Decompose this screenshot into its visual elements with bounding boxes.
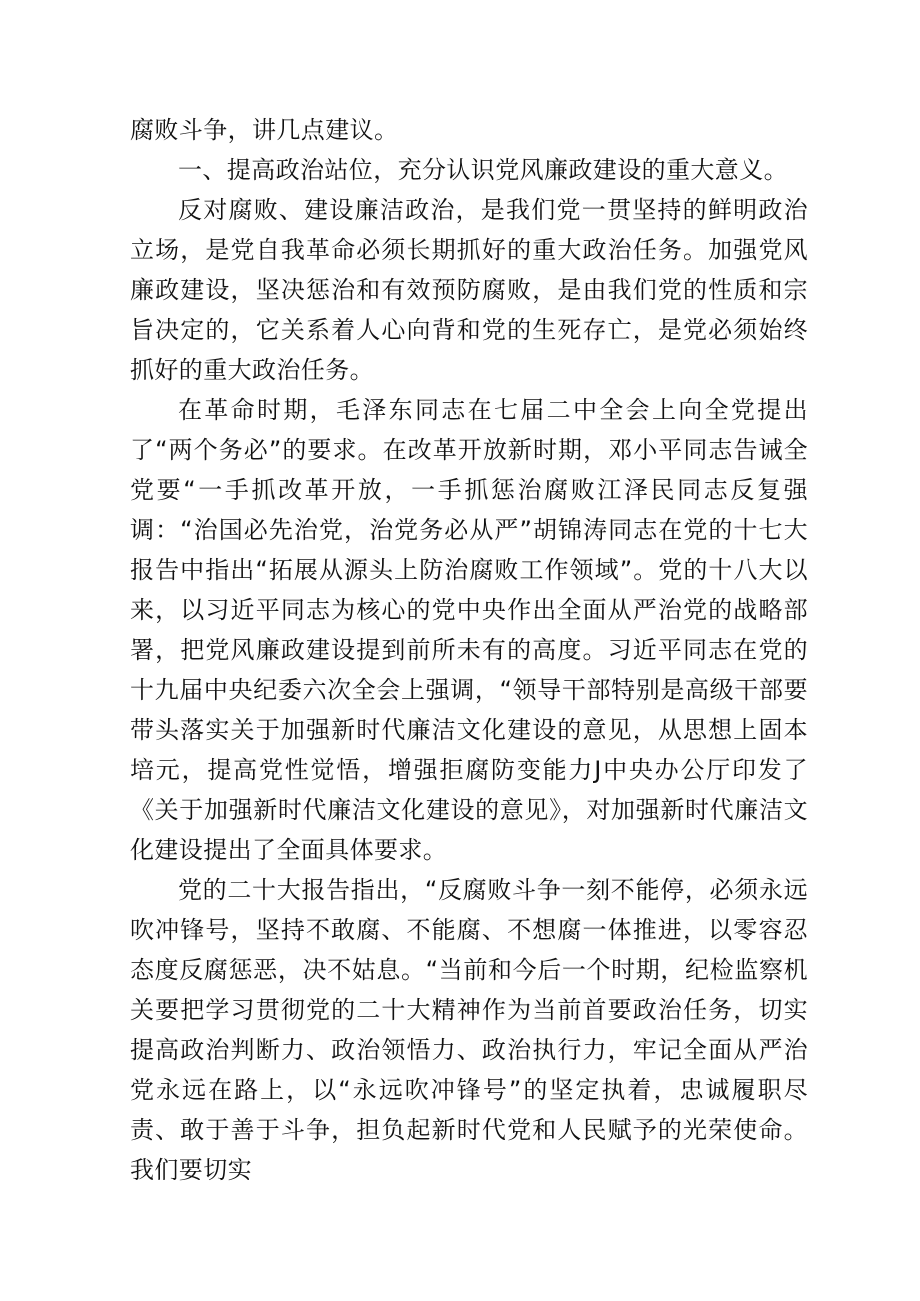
- section-heading: 一、提高政治站位，充分认识党风廉政建设的重大意义。: [178, 156, 788, 184]
- paragraph-continuation: 腐败斗争，讲几点建议。: [130, 116, 399, 144]
- paragraph-twentieth-congress: 党的二十大报告指出，“反腐败斗争一刻不能停，必须永远吹冲锋号，坚持不敢腐、不能腐、不想腐一体推进，以零容忍态度反腐惩恶，决不姑息。“当前和今后一个时期，纪检监察机关要把学习贯彻党的二十大精神作为当前首要政治任务，切实提高政治判断力、政治领悟力、政治执行力，牢记全面从严治党永远在路上，以“永远吹冲锋号”的坚定执着，忠诚履职尽责、敢于善于斗争，担负起新时代党和人民赋予的光荣使命。我们要切实: [130, 876, 808, 1184]
- paragraph-history: 在革命时期，毛泽东同志在七届二中全会上向全党提出了“两个务必”的要求。在改革开放新时期，邓小平同志告诫全党要“一手抓改革开放，一手抓惩治腐败江泽民同志反复强调：“治国必先治党，治党务必从严”胡锦涛同志在党的十七大报告中指出“拓展从源头上防治腐败工作领域”。党的十八大以来，以习近平同志为核心的党中央作出全面从严治党的战略部署，把党风廉政建设提到前所未有的高度。习近平同志在党的十九届中央纪委六次全会上强调，“领导干部特别是高级干部要带头落实关于加强新时代廉洁文化建设的意见，从思想上固本培元，提高党性觉悟，增强拒腐防变能力J中央办公厅印发了《关于加强新时代廉洁文化建设的意见》，对加强新时代廉洁文化建设提出了全面具体要求。: [130, 396, 808, 864]
- paragraph-significance: 反对腐败、建设廉洁政治，是我们党一贯坚持的鲜明政治立场，是党自我革命必须长期抓好的重大政治任务。加强党风廉政建设，坚决惩治和有效预防腐败，是由我们党的性质和宗旨决定的，它关系着人心向背和党的生死存亡，是党必须始终抓好的重大政治任务。: [130, 196, 808, 384]
